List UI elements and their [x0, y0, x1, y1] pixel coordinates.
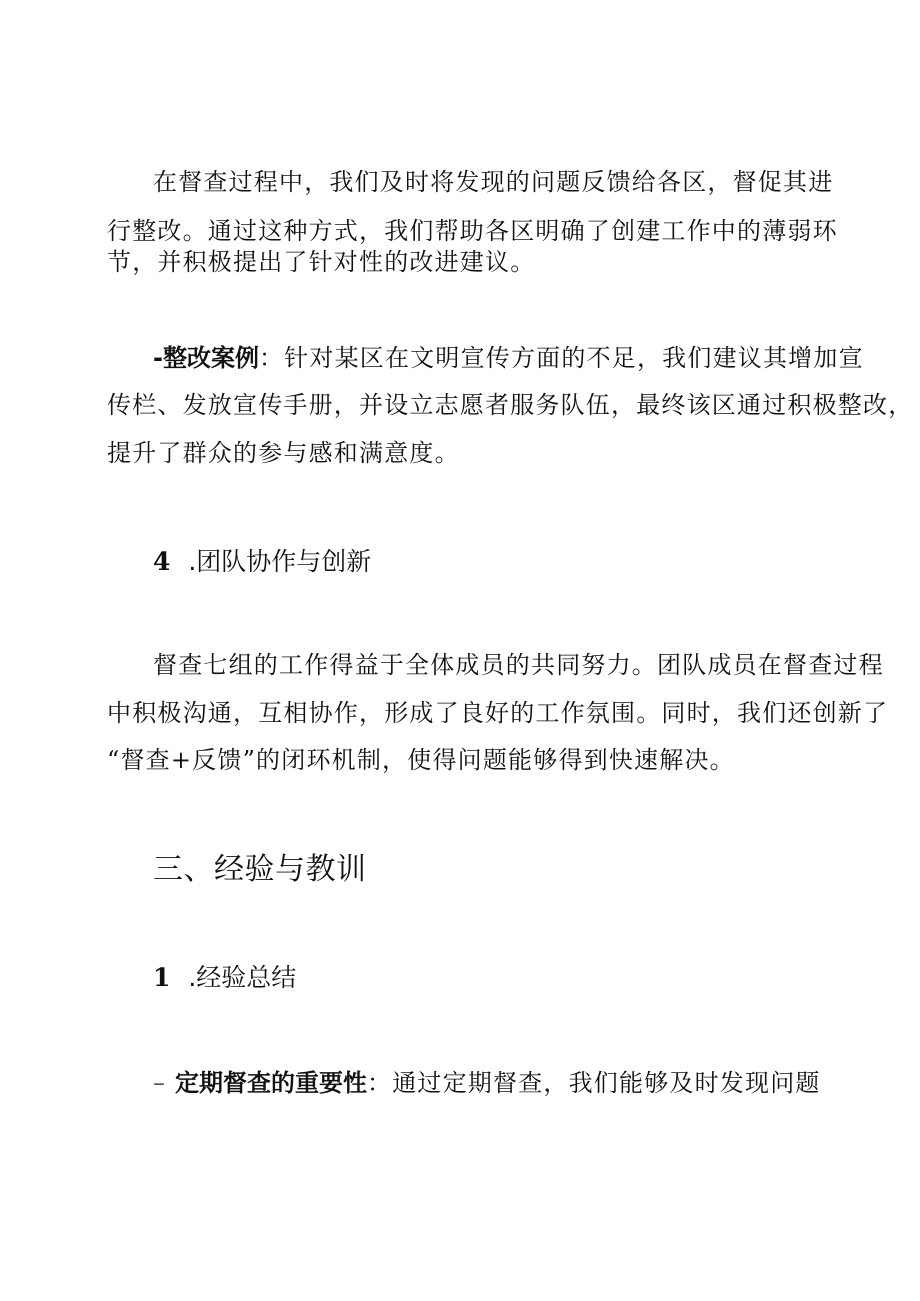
- paragraph-1-line-1: 在督查过程中，我们及时将发现的问题反馈给各区，督促其进: [153, 168, 834, 196]
- item-1-label: 定期督查的重要性: [175, 1069, 367, 1097]
- subsection-1-title: .经验总结: [188, 963, 297, 992]
- section-three-heading: 三、经验与教训: [153, 852, 367, 887]
- paragraph-2-line-2: 中积极沟通，互相协作，形成了良好的工作氛围。同时，我们还创新了: [107, 699, 889, 727]
- case-label: -整改案例: [153, 344, 259, 372]
- paragraph-2-line-3: “督查+反馈”的闭环机制，使得问题能够得到快速解决。: [107, 746, 735, 774]
- paragraph-1-line-2: 行整改。通过这种方式，我们帮助各区明确了创建工作中的薄弱环: [107, 217, 838, 245]
- item-1-line: [153, 1067, 821, 1099]
- subsection-1-heading: [153, 962, 296, 994]
- item-1-dash: –: [153, 1069, 165, 1097]
- item-1-separator: ：: [367, 1069, 393, 1097]
- section-4-number: 4: [153, 547, 171, 576]
- section-4-title: .团队协作与创新: [188, 547, 372, 576]
- paragraph-2-line-1: 督查七组的工作得益于全体成员的共同努力。团队成员在督查过程: [153, 651, 884, 679]
- case-line-2: 传栏、发放宣传手册，并设立志愿者服务队伍，最终该区通过积极整改，: [107, 391, 914, 419]
- subsection-1-number: 1: [153, 963, 171, 992]
- case-line-3: 提升了群众的参与感和满意度。: [107, 439, 460, 467]
- case-text: 针对某区在文明宣传方面的不足，我们建议其增加宣: [284, 344, 864, 372]
- section-4-heading: [153, 546, 371, 578]
- case-separator: ：: [258, 344, 285, 372]
- paragraph-1-line-3: 节，并积极提出了针对性的改进建议。: [107, 248, 536, 276]
- case-line-1: [153, 342, 864, 374]
- item-1-text: 通过定期督查，我们能够及时发现问题: [392, 1069, 821, 1097]
